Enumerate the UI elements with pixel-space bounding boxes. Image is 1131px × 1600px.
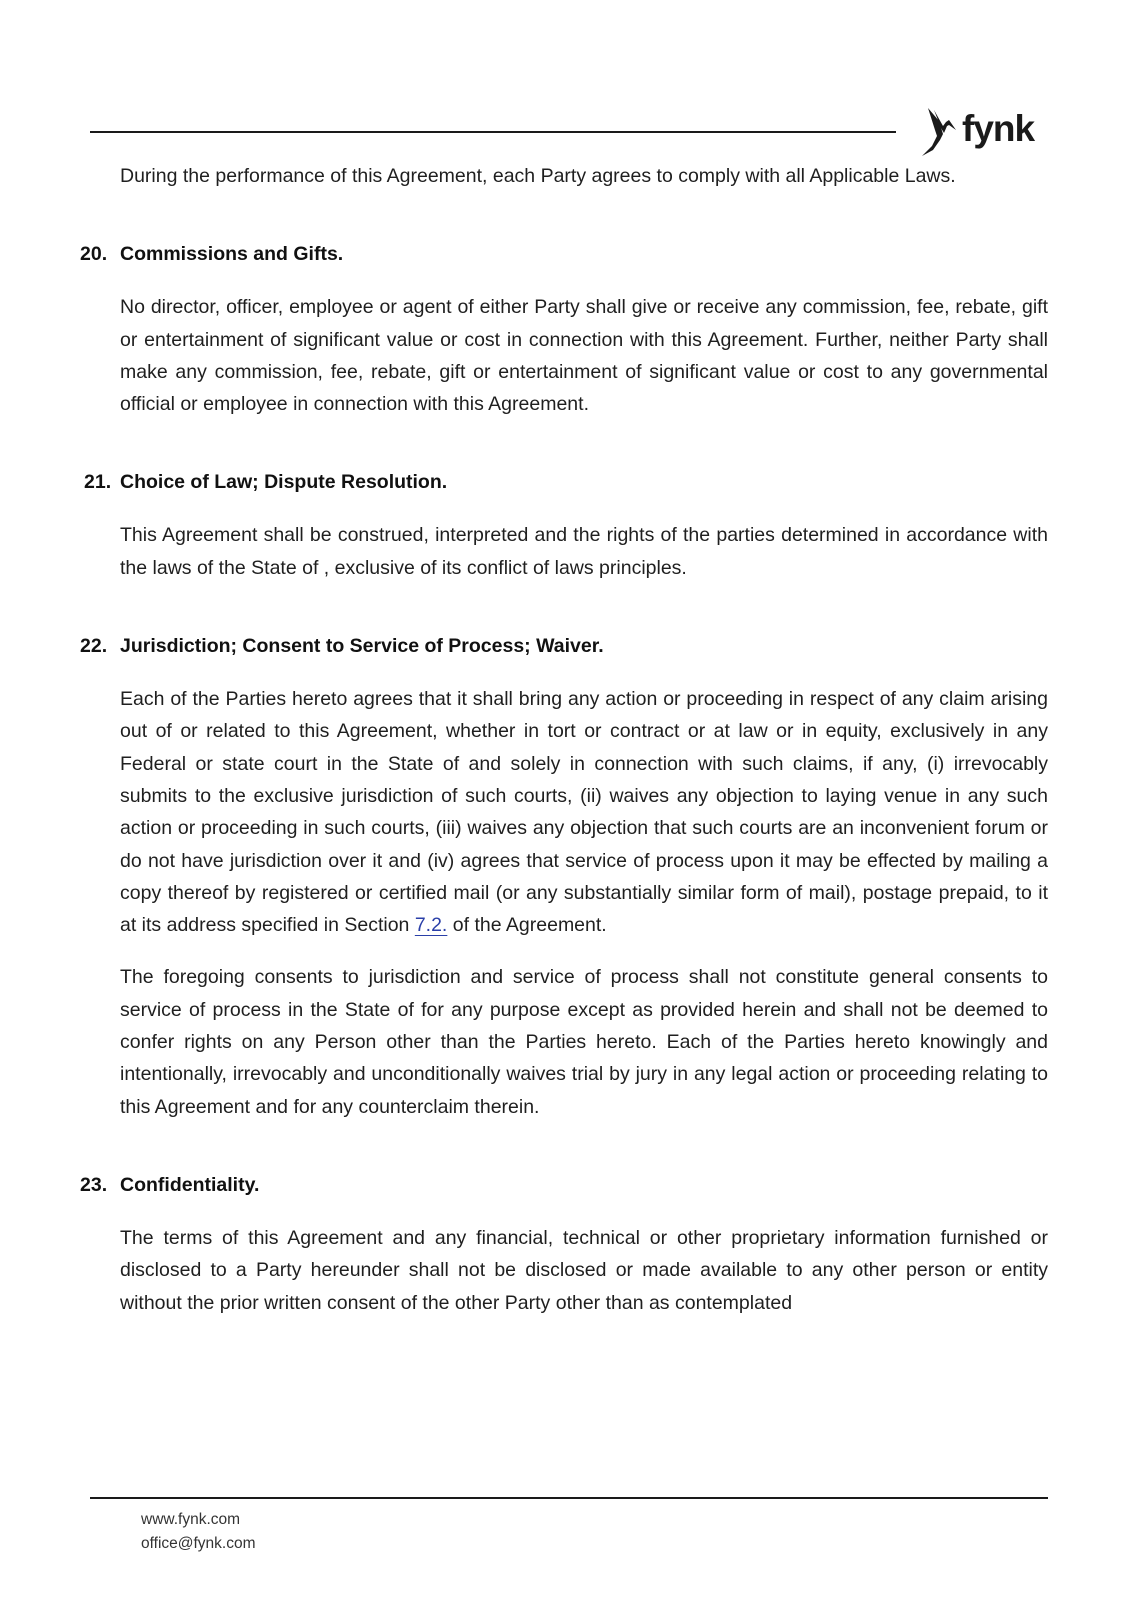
section-title: Confidentiality. — [120, 1173, 260, 1196]
document-body — [80, 160, 1048, 1319]
section-21-heading — [80, 466, 1048, 498]
page-footer — [141, 1508, 256, 1556]
intro-paragraph: During the performance of this Agreement, each Party agrees to comply with all Applicable Laws. — [120, 165, 956, 187]
section-23-heading — [80, 1169, 1048, 1201]
section-20-heading — [80, 238, 1048, 270]
brand-logo — [922, 104, 1034, 160]
footer-website: www.fynk.com — [141, 1511, 241, 1528]
bird-logo-icon — [922, 106, 956, 158]
section-20-paragraph: No director, officer, employee or agent of either Party shall give or receive any commission, fee, rebate, gift or entertainment of significant value or cost in connection with this Agreement. Further, neither Party shall make any commission, fee, rebate, gift or entertainment of significant value or cost to any governmental official or employee in connection with this Agreement. — [120, 296, 1048, 416]
section-title: Commissions and Gifts. — [120, 243, 344, 266]
logo-wordmark: fynk — [962, 108, 1035, 149]
section-21-paragraph: This Agreement shall be construed, interpreted and the rights of the parties determined in accordance with the laws of the State of , exclusive of its conflict of laws principles. — [120, 524, 1048, 579]
section-22-paragraph-1: Each of the Parties hereto agrees that it shall bring any action or proceeding in respect of any claim arising out of or related to this Agreement, whether in tort or contract or at law or in equity, exclusively in any Federal or state court in the State of and solely in connection with such claims, if any, (i) irrevocably submits to the exclusive jurisdiction of such courts, (ii) waives any objection to laying venue in any such action or proceeding in such courts, (iii) waives any objection that such courts are an inconvenient forum or do not have jurisdiction over it and (iv) agrees that service of process upon it may be effected by mailing a copy thereof by registered or certified mail (or any substantially similar form of mail), postage prepaid, to it at its address specified in Section 7.2. of the Agreement. — [120, 688, 1048, 937]
section-number: 23. — [80, 1173, 108, 1196]
section-23-paragraph: The terms of this Agreement and any financial, technical or other proprietary information furnished or disclosed to a Party hereunder shall not be disclosed or made available to any other person or entity without the prior written consent of the other Party other than as contemplated — [120, 1226, 1048, 1314]
section-7-2-link[interactable]: 7.2. — [414, 914, 448, 937]
section-22-heading — [80, 630, 1048, 662]
section-title: Choice of Law; Dispute Resolution. — [120, 471, 448, 494]
section-number: 20. — [80, 243, 108, 266]
section-number: 21. — [84, 471, 112, 494]
footer-email: office@fynk.com — [141, 1535, 256, 1552]
footer-divider — [90, 1497, 1048, 1499]
header-divider — [90, 131, 896, 133]
section-number: 22. — [80, 635, 108, 658]
section-title: Jurisdiction; Consent to Service of Process; Waiver. — [120, 635, 604, 658]
section-22-paragraph-2: The foregoing consents to jurisdiction and service of process shall not constitute general consents to service of process in the State of for any purpose except as provided herein and shall not be deemed to confer rights on any Person other than the Parties hereto. Each of the Parties hereto knowingly and intentionally, irrevocably and unconditionally waives trial by jury in any legal action or proceeding relating to this Agreement and for any counterclaim therein. — [120, 966, 1048, 1118]
